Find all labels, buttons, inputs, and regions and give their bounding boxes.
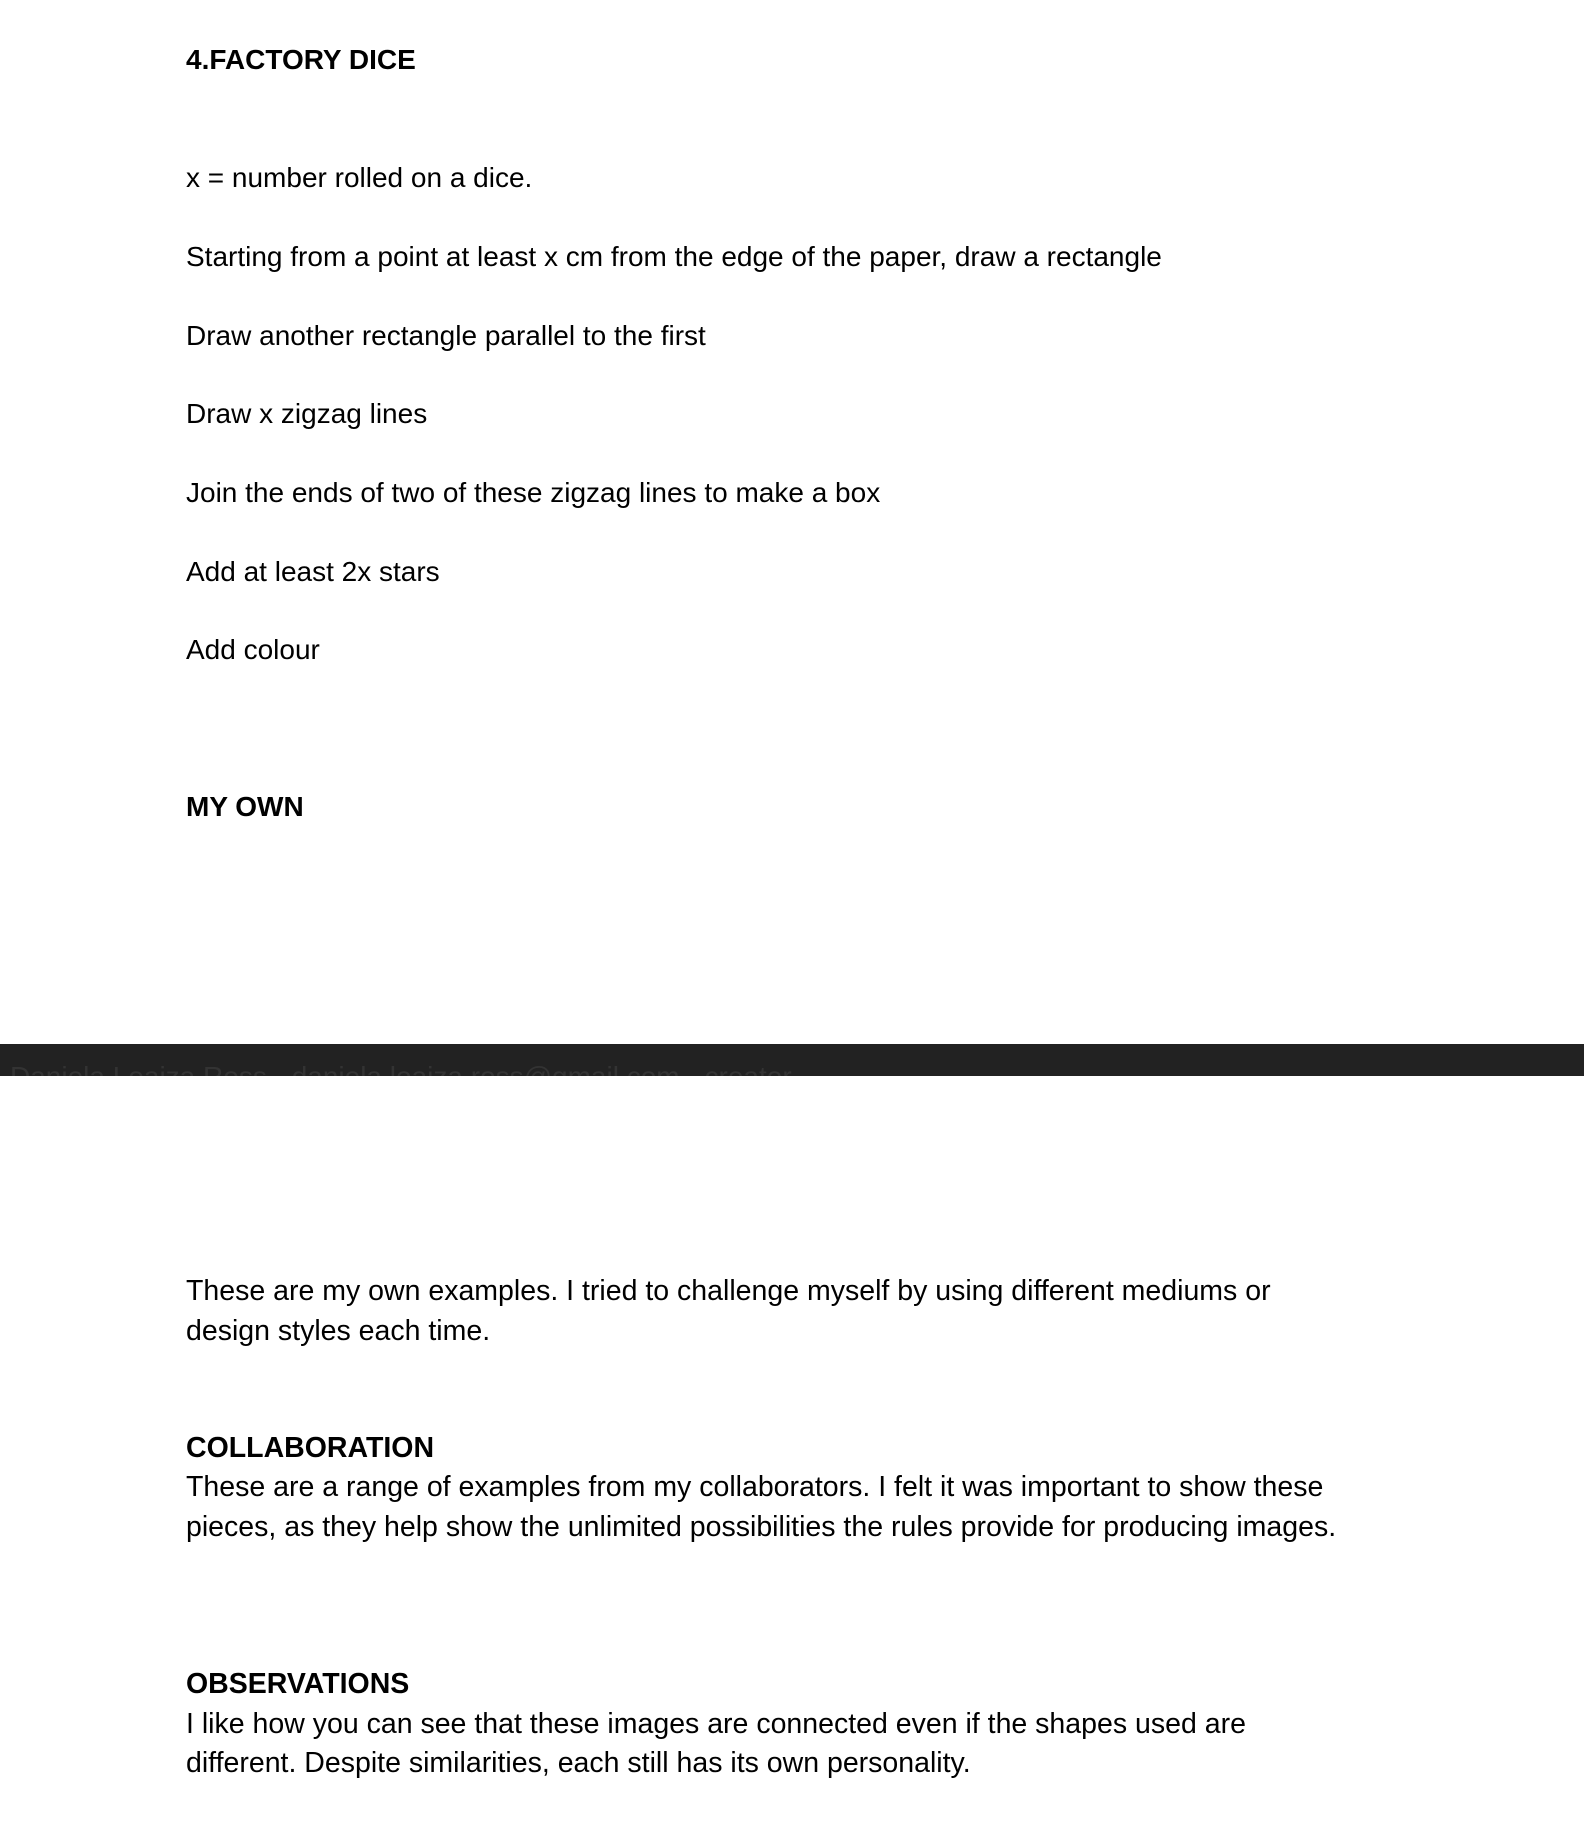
instruction-line-2: Starting from a point at least x cm from the edge of the paper, draw a rectangle (186, 241, 1162, 272)
collaboration-line-2: pieces, as they help show the unlimited possibilities the rules provide for producing images. (186, 1511, 1337, 1543)
intro-line-1: These are my own examples. I tried to challenge myself by using different mediums or (186, 1275, 1271, 1307)
section-heading-collaboration: COLLABORATION (186, 1432, 435, 1464)
section-heading-observations: OBSERVATIONS (186, 1668, 410, 1700)
instruction-line-4: Draw x zigzag lines (186, 398, 428, 429)
instruction-line-5: Join the ends of two of these zigzag lines to make a box (186, 477, 881, 508)
section-heading-my-own: MY OWN (186, 791, 304, 822)
instruction-line-6: Add at least 2x stars (186, 556, 440, 587)
observations-line-2: different. Despite similarities, each still has its own personality. (186, 1747, 971, 1779)
section-title-factory-dice: 4.FACTORY DICE (186, 44, 416, 75)
instruction-line-3: Draw another rectangle parallel to the first (186, 320, 706, 351)
instruction-line-7: Add colour (186, 634, 320, 665)
instruction-line-1: x = number rolled on a dice. (186, 162, 533, 193)
observations-line-1: I like how you can see that these images are connected even if the shapes used are (186, 1708, 1246, 1740)
intro-line-2: design styles each time. (186, 1315, 491, 1347)
collaboration-line-1: These are a range of examples from my collaborators. I felt it was important to show these (186, 1471, 1324, 1503)
cut-off-footer-text (10, 1063, 792, 1076)
